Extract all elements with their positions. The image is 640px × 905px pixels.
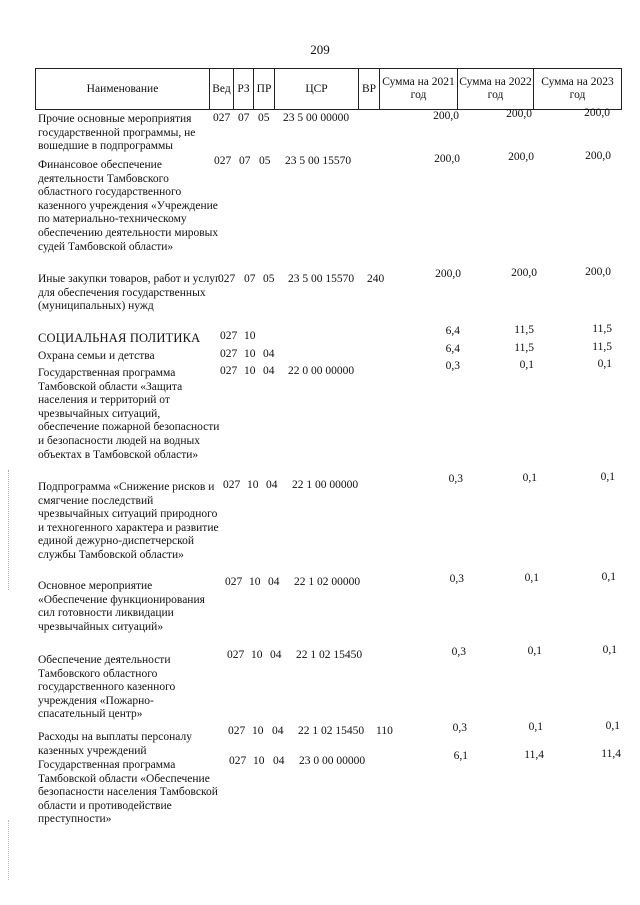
row-vr: 110 xyxy=(376,725,393,737)
row-sum-2023: 11,4 xyxy=(601,748,621,760)
row-sum-2021: 200,0 xyxy=(433,110,459,122)
row-name: Иные закупки товаров, работ и услуг для обеспечения государственных (муниципальных) нужд xyxy=(38,273,220,313)
row-name: Государственная программа Тамбовской области «Обеспечение безопасности населения Тамбовской области и противодействие преступности» xyxy=(38,759,218,826)
row-name: Финансовое обеспечение деятельности Тамбовского областного государственного казенного учреждения «Учреждение по материально-техническому обеспечению деятельности мировых судей Тамбовской области» xyxy=(38,159,219,253)
row-pr: 04 xyxy=(263,365,275,377)
scan-margin-mark xyxy=(8,470,11,590)
row-csr: 23 5 00 15570 xyxy=(285,155,352,167)
row-pr: 04 xyxy=(273,755,285,767)
row-rz: 10 xyxy=(252,725,264,737)
row-pr: 05 xyxy=(259,155,271,167)
row-sum-2023: 0,1 xyxy=(597,358,612,370)
row-ved: 027 xyxy=(227,649,245,661)
row-pr: 04 xyxy=(272,725,284,737)
row-sum-2021: 6,1 xyxy=(453,750,468,762)
row-rz: 10 xyxy=(247,479,259,491)
row-rz: 07 xyxy=(238,112,250,124)
row-sum-2022: 0,1 xyxy=(524,572,539,584)
row-pr: 05 xyxy=(263,273,275,285)
row-sum-2023: 0,1 xyxy=(602,644,617,656)
header-sum-2022: Сумма на 2022 год xyxy=(458,69,534,109)
row-sum-2023: 200,0 xyxy=(585,266,611,278)
row-name: Обеспечение деятельности Тамбовского областного государственного казенного учреждения «Пожарно-спасательный центр» xyxy=(38,654,176,721)
row-ved: 027 xyxy=(228,725,246,737)
row-sum-2023: 0,1 xyxy=(605,720,620,732)
row-sum-2021: 0,3 xyxy=(451,646,466,658)
row-sum-2021: 0,3 xyxy=(452,722,467,734)
row-name: Основное мероприятие «Обеспечение функционирования сил готовности ликвидации чрезвычайных ситуаций» xyxy=(38,580,205,633)
header-ved: Вед xyxy=(210,69,234,109)
row-csr: 22 1 00 00000 xyxy=(292,479,359,491)
row-pr: 04 xyxy=(268,576,280,588)
header-csr: ЦСР xyxy=(275,69,359,109)
row-csr: 23 5 00 15570 xyxy=(288,273,355,285)
row-csr: 22 1 02 00000 xyxy=(294,576,361,588)
row-pr: 04 xyxy=(270,649,282,661)
row-sum-2022: 0,1 xyxy=(527,645,542,657)
row-pr: 05 xyxy=(258,112,270,124)
row-sum-2023: 0,1 xyxy=(600,471,615,483)
row-ved: 027 xyxy=(229,755,247,767)
row-rz: 10 xyxy=(244,330,256,342)
row-ved: 027 xyxy=(223,479,241,491)
row-sum-2021: 6,4 xyxy=(445,325,460,337)
row-pr: 04 xyxy=(266,479,278,491)
row-name: Охрана семьи и детства xyxy=(38,350,155,362)
row-ved: 027 xyxy=(213,112,231,124)
row-rz: 10 xyxy=(244,365,256,377)
header-sum-2023: Сумма на 2023 год xyxy=(541,76,614,101)
header-name: Наименование xyxy=(36,69,210,109)
row-name: СОЦИАЛЬНАЯ ПОЛИТИКА xyxy=(38,331,201,345)
row-sum-2023: 200,0 xyxy=(585,150,611,162)
row-name: Государственная программа Тамбовской области «Защита населения и территорий от чрезвычайных ситуаций, обеспечение пожарной безопасности и безопасности людей на водных объектах в Тамбовской области» xyxy=(38,367,220,461)
scan-margin-mark xyxy=(8,820,11,880)
row-sum-2021: 200,0 xyxy=(435,268,461,280)
row-ved: 027 xyxy=(220,330,238,342)
row-ved: 027 xyxy=(225,576,243,588)
row-sum-2021: 0,3 xyxy=(449,573,464,585)
row-rz: 07 xyxy=(239,155,251,167)
row-sum-2022: 0,1 xyxy=(528,721,543,733)
row-csr: 23 5 00 00000 xyxy=(283,112,350,124)
row-ved: 027 xyxy=(214,155,232,167)
row-vr: 240 xyxy=(367,273,385,285)
row-csr: 22 1 02 15450 xyxy=(296,649,363,661)
row-csr: 22 1 02 15450 xyxy=(298,725,365,737)
header-sum-2021: Сумма на 2021 год xyxy=(380,69,458,109)
row-pr: 04 xyxy=(263,348,275,360)
row-sum-2021: 0,3 xyxy=(445,360,460,372)
row-sum-2023: 200,0 xyxy=(584,107,610,119)
row-sum-2022: 11,5 xyxy=(514,324,534,336)
row-sum-2022: 11,5 xyxy=(514,342,534,354)
header-pr: ПР xyxy=(254,69,275,109)
header-vr: ВР xyxy=(359,69,380,109)
row-csr: 23 0 00 00000 xyxy=(299,755,366,767)
row-rz: 10 xyxy=(251,649,263,661)
row-sum-2023: 11,5 xyxy=(592,341,612,353)
row-name: Подпрограмма «Снижение рисков и смягчение последствий чрезвычайных ситуаций природного и техногенного характера и развитие единой дежурно-диспетчерской службы Тамбовской области» xyxy=(38,481,219,561)
page-number: 209 xyxy=(310,42,330,57)
row-rz: 10 xyxy=(244,348,256,360)
row-name: Расходы на выплаты персоналу казенных учреждений xyxy=(38,731,192,757)
row-ved: 027 xyxy=(218,273,236,285)
row-sum-2022: 200,0 xyxy=(511,267,537,279)
row-sum-2021: 200,0 xyxy=(434,153,460,165)
header-rz: РЗ xyxy=(234,69,254,109)
table-header xyxy=(35,68,622,110)
row-sum-2021: 0,3 xyxy=(448,473,463,485)
row-rz: 10 xyxy=(253,755,265,767)
row-sum-2021: 6,4 xyxy=(445,343,460,355)
row-rz: 07 xyxy=(244,273,256,285)
row-rz: 10 xyxy=(249,576,261,588)
row-ved: 027 xyxy=(220,348,238,360)
row-sum-2022: 11,4 xyxy=(524,749,544,761)
row-sum-2022: 0,1 xyxy=(519,359,534,371)
row-sum-2022: 200,0 xyxy=(508,151,534,163)
row-ved: 027 xyxy=(220,365,238,377)
row-sum-2023: 0,1 xyxy=(601,571,616,583)
row-sum-2022: 200,0 xyxy=(506,108,532,120)
row-name: Прочие основные мероприятия государственной программы, не вошедшие в подпрограммы xyxy=(38,113,196,153)
row-csr: 22 0 00 00000 xyxy=(288,365,355,377)
row-sum-2023: 11,5 xyxy=(592,323,612,335)
row-sum-2022: 0,1 xyxy=(522,472,537,484)
